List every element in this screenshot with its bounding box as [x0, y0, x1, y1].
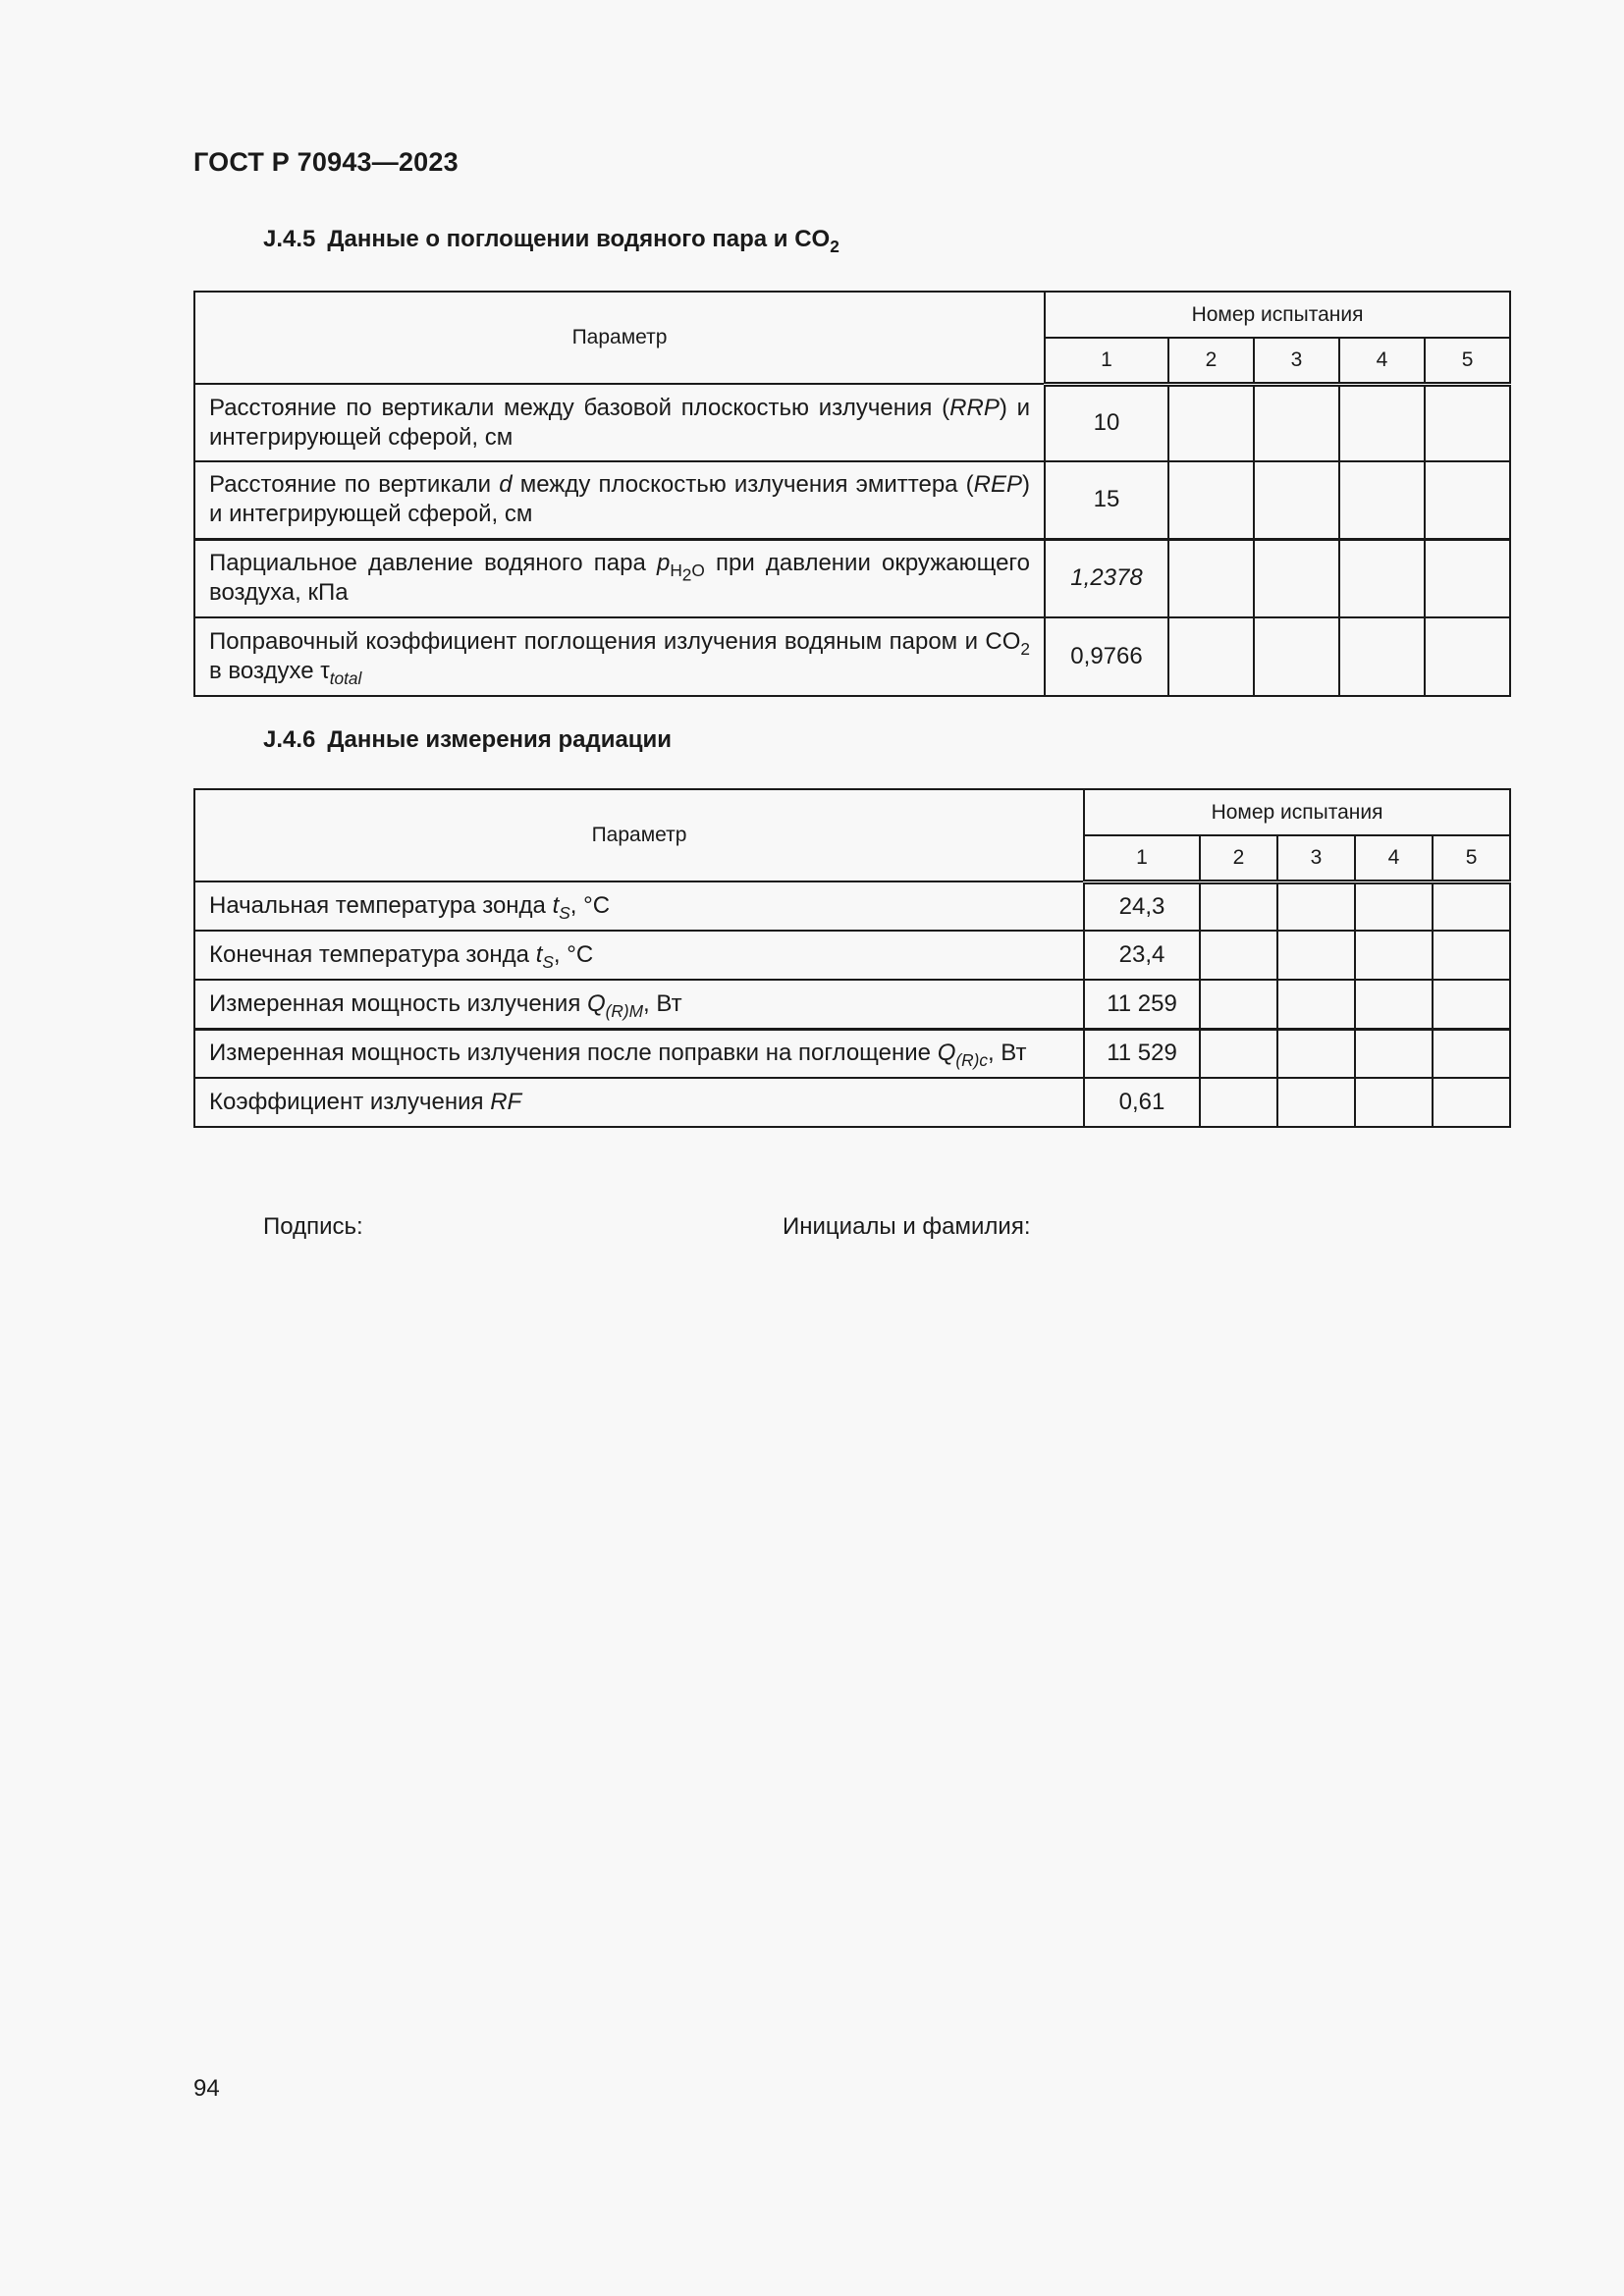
column-header-parameter: Параметр — [194, 789, 1084, 881]
section-number: J.4.5 — [263, 226, 316, 252]
name-label: Инициалы и фамилия: — [783, 1213, 1031, 1240]
table-row — [194, 384, 1510, 461]
parameter-cell: Начальная температура зонда $t_S$, °C — [194, 881, 1084, 931]
column-header-test-1: 1 — [1084, 835, 1200, 881]
parameter-cell: Парциальное давление водяного пара $p_{H2O}$ при давлении окружающего воздуха, кПа — [194, 539, 1045, 617]
signature-label: Подпись: — [263, 1213, 363, 1240]
empty-cell — [1168, 384, 1254, 461]
empty-cell — [1254, 617, 1339, 696]
table-row — [194, 881, 1510, 931]
empty-cell — [1168, 617, 1254, 696]
section-title: Данные о поглощении водяного пара и CO — [327, 226, 831, 252]
parameter-cell: Конечная температура зонда $t_S$, °C — [194, 931, 1084, 980]
value-cell: 11 529 — [1084, 1029, 1200, 1078]
empty-cell — [1433, 931, 1510, 980]
value-cell: 11 259 — [1084, 980, 1200, 1029]
empty-cell — [1425, 384, 1510, 461]
parameter-cell: Расстояние по вертикали d между плоскостью излучения эмиттера (REP) и интегрирующей сферой, см — [194, 461, 1045, 539]
empty-cell — [1277, 1029, 1355, 1078]
page-number: 94 — [193, 2075, 220, 2102]
column-header-test-4: 4 — [1339, 338, 1425, 384]
empty-cell — [1355, 1078, 1433, 1127]
radiation-measurement-table — [193, 788, 1511, 1128]
table-row — [194, 1078, 1510, 1127]
empty-cell — [1425, 539, 1510, 617]
empty-cell — [1355, 980, 1433, 1029]
empty-cell — [1355, 931, 1433, 980]
column-header-test-2: 2 — [1200, 835, 1277, 881]
parameter-cell: Коэффициент излучения RF — [194, 1078, 1084, 1127]
empty-cell — [1339, 539, 1425, 617]
value-cell: 23,4 — [1084, 931, 1200, 980]
section-heading-j46 — [263, 726, 672, 754]
empty-cell — [1433, 1078, 1510, 1127]
empty-cell — [1339, 617, 1425, 696]
empty-cell — [1200, 1078, 1277, 1127]
empty-cell — [1254, 461, 1339, 539]
empty-cell — [1168, 539, 1254, 617]
empty-cell — [1277, 931, 1355, 980]
column-header-test-number: Номер испытания — [1084, 789, 1510, 835]
table-row — [194, 617, 1510, 696]
parameter-cell: Измеренная мощность излучения $Q_{(R)M}$, Вт — [194, 980, 1084, 1029]
value-cell: 0,61 — [1084, 1078, 1200, 1127]
empty-cell — [1254, 384, 1339, 461]
parameter-cell: Измеренная мощность излучения после поправки на поглощение $Q_{(R)c}$, Вт — [194, 1029, 1084, 1078]
empty-cell — [1200, 881, 1277, 931]
column-header-test-4: 4 — [1355, 835, 1433, 881]
empty-cell — [1355, 881, 1433, 931]
empty-cell — [1355, 1029, 1433, 1078]
column-header-parameter: Параметр — [194, 292, 1045, 384]
empty-cell — [1277, 980, 1355, 1029]
empty-cell — [1433, 1029, 1510, 1078]
value-cell: 24,3 — [1084, 881, 1200, 931]
empty-cell — [1339, 384, 1425, 461]
empty-cell — [1277, 1078, 1355, 1127]
table-row — [194, 931, 1510, 980]
empty-cell — [1168, 461, 1254, 539]
empty-cell — [1254, 539, 1339, 617]
empty-cell — [1200, 931, 1277, 980]
column-header-test-number: Номер испытания — [1045, 292, 1510, 338]
section-number: J.4.6 — [263, 726, 316, 753]
empty-cell — [1433, 980, 1510, 1029]
document-header: ГОСТ Р 70943—2023 — [193, 147, 459, 177]
column-header-test-2: 2 — [1168, 338, 1254, 384]
column-header-test-5: 5 — [1425, 338, 1510, 384]
parameter-cell: Поправочный коэффициент поглощения излучения водяным паром и $CO_2$ в воздухе $\tau_{total}$ — [194, 617, 1045, 696]
empty-cell — [1277, 881, 1355, 931]
column-header-test-3: 3 — [1254, 338, 1339, 384]
column-header-test-1: 1 — [1045, 338, 1168, 384]
table-row — [194, 461, 1510, 539]
section-title-subscript: 2 — [830, 237, 839, 257]
value-cell: 15 — [1045, 461, 1168, 539]
value-cell: 1,2378 — [1045, 539, 1168, 617]
empty-cell — [1433, 881, 1510, 931]
water-vapor-table — [193, 291, 1511, 697]
empty-cell — [1425, 617, 1510, 696]
empty-cell — [1425, 461, 1510, 539]
section-heading-j45 — [263, 226, 839, 257]
value-cell: 0,9766 — [1045, 617, 1168, 696]
section-title: Данные измерения радиации — [327, 726, 673, 753]
value-cell: 10 — [1045, 384, 1168, 461]
empty-cell — [1200, 980, 1277, 1029]
empty-cell — [1200, 1029, 1277, 1078]
empty-cell — [1339, 461, 1425, 539]
parameter-cell: Расстояние по вертикали между базовой плоскостью излучения (RRP) и интегрирующей сферой, см — [194, 384, 1045, 461]
table-row — [194, 539, 1510, 617]
column-header-test-5: 5 — [1433, 835, 1510, 881]
column-header-test-3: 3 — [1277, 835, 1355, 881]
table-row — [194, 1029, 1510, 1078]
table-row — [194, 980, 1510, 1029]
